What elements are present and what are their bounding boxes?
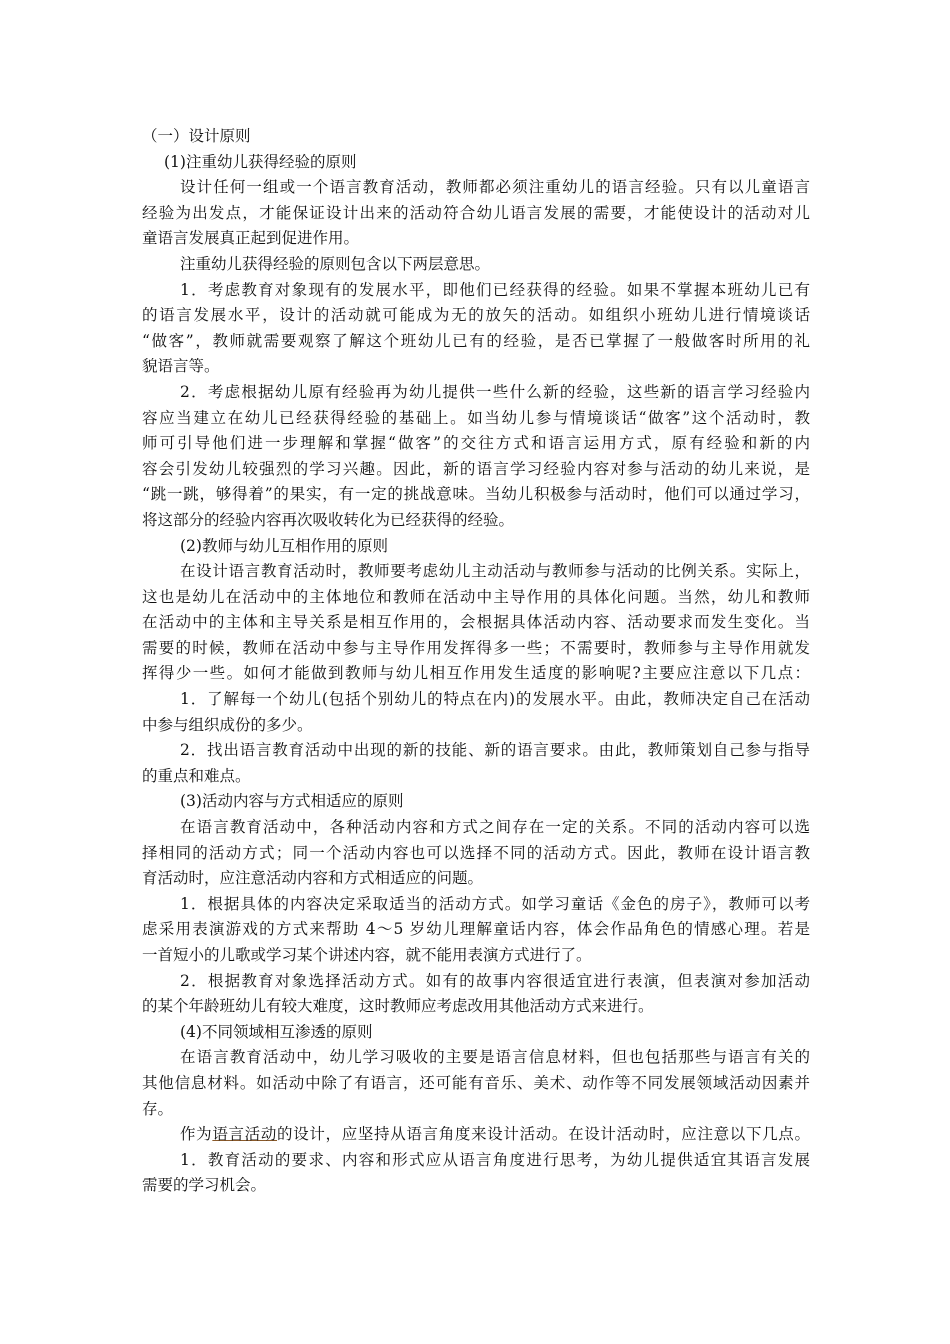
document-body [142, 124, 810, 1199]
text-line: 经验为出发点，才能保证设计出来的活动符合幼儿语言发展的需要，才能使设计的活动对儿 [142, 203, 810, 222]
text-line: (1)注重幼儿获得经验的原则 [164, 152, 357, 171]
text-line: 在语言教育活动中，各种活动内容和方式之间存在一定的关系。不同的活动内容可以选 [180, 818, 810, 837]
language-activity-link[interactable]: 语言活动 [212, 1125, 278, 1144]
paragraph-lines [142, 124, 810, 1122]
text-line: 2．考虑根据幼儿原有经验再为幼儿提供一些什么新的经验，这些新的语言学习经验内 [180, 382, 810, 401]
text-line: 师可引导他们进一步理解和掌握“做客”的交往方式和语言运用方式，原有经验和新的内 [142, 434, 810, 453]
text-line: 的重点和难点。 [142, 766, 251, 785]
text-line: 中参与组织成份的多少。 [142, 715, 313, 734]
text-line: 童语言发展真正起到促进作用。 [142, 229, 360, 248]
text-line: 其他信息材料。如活动中除了有语言，还可能有音乐、美术、动作等不同发展领域活动因素并 [142, 1073, 810, 1092]
text-line: 在语言教育活动中，幼儿学习吸收的主要是语言信息材料，但也包括那些与语言有关的 [180, 1048, 810, 1067]
text-line: 1．了解每一个幼儿(包括个别幼儿的特点在内)的发展水平。由此，教师决定自己在活动 [180, 690, 810, 709]
text-line-with-link [142, 1122, 810, 1148]
text-line: 将这部分的经验内容再次吸收转化为已经获得的经验。 [142, 510, 515, 529]
link-line-prefix: 作为 [180, 1125, 213, 1144]
link-line-suffix: 的设计，应坚持从语言角度来设计活动。在设计活动时，应注意以下几点。 [277, 1125, 810, 1144]
text-line: 1．考虑教育对象现有的发展水平，即他们已经获得的经验。如果不掌握本班幼儿已有 [180, 280, 810, 299]
paragraph-lines-tail [142, 1148, 810, 1199]
text-line: 1．根据具体的内容决定采取适当的活动方式。如学习童话《金色的房子》，教师可以考 [180, 894, 810, 913]
text-line: 一首短小的儿歌或学习某个讲述内容，就不能用表演方式进行了。 [142, 946, 592, 964]
text-line: 容会引发幼儿较强烈的学习兴趣。因此，新的语言学习经验内容对参与活动的幼儿来说，是 [142, 459, 810, 478]
text-line: 在设计语言教育活动时，教师要考虑幼儿主动活动与教师参与活动的比例关系。实际上， [180, 562, 810, 581]
text-line: 需要的学习机会。 [142, 1176, 267, 1195]
text-line: 在活动中的主体和主导关系是相互作用的，会根据具体活动内容、活动要求而发生变化。当 [142, 613, 810, 632]
text-line: 这也是幼儿在活动中的主体地位和教师在活动中主导作用的具体化问题。当然，幼儿和教师 [142, 587, 810, 606]
text-line: 貌语言等。 [142, 357, 220, 376]
text-line: “做客”，教师就需要观察了解这个班幼儿已有的经验，是否已掌握了一般做客时所用的礼 [142, 331, 810, 350]
text-line: 注重幼儿获得经验的原则包含以下两层意思。 [180, 254, 491, 273]
text-line: 的语言发展水平，设计的活动就可能成为无的放矢的活动。如组织小班幼儿进行情境谈话 [142, 306, 810, 325]
text-line: (2)教师与幼儿互相作用的原则 [180, 536, 388, 555]
text-line: 的某个年龄班幼儿有较大难度，这时教师应考虑改用其他活动方式来进行。 [142, 997, 654, 1016]
text-line: 存。 [142, 1099, 174, 1118]
text-line: 2．根据教育对象选择活动方式。如有的故事内容很适宜进行表演，但表演对参加活动 [180, 971, 810, 990]
text-line: 设计任何一组或一个语言教育活动，教师都必须注重幼儿的语言经验。只有以儿童语言 [180, 178, 810, 197]
text-line: 1．教育活动的要求、内容和形式应从语言角度进行思考，为幼儿提供适宜其语言发展 [180, 1150, 810, 1169]
text-line: 2．找出语言教育活动中出现的新的技能、新的语言要求。由此，教师策划自己参与指导 [180, 741, 810, 760]
text-line: （一）设计原则 [142, 127, 251, 145]
text-line: (3)活动内容与方式相适应的原则 [180, 792, 404, 811]
text-line: 需要的时候，教师在活动中参与主导作用发挥得多一些；不需要时，教师参与主导作用就发 [142, 638, 810, 657]
text-line: 择相同的活动方式；同一个活动内容也可以选择不同的活动方式。因此，教师在设计语言教 [142, 843, 810, 862]
text-line: 容应当建立在幼儿已经获得经验的基础上。如当幼儿参与情境谈话“做客”这个活动时，教 [142, 408, 810, 427]
text-line: 育活动时，应注意活动内容和方式相适应的问题。 [142, 869, 484, 888]
text-line: (4)不同领域相互渗透的原则 [180, 1022, 373, 1041]
text-line: 挥得少一些。如何才能做到教师与幼儿相互作用发生适度的影响呢?主要应注意以下几点： [142, 664, 810, 683]
text-line: “跳一跳，够得着”的果实，有一定的挑战意味。当幼儿积极参与活动时，他们可以通过学习， [142, 485, 810, 504]
text-line: 虑采用表演游戏的方式来帮助 4～5 岁幼儿理解童话内容，体会作品角色的情感心理。若是 [142, 920, 810, 939]
